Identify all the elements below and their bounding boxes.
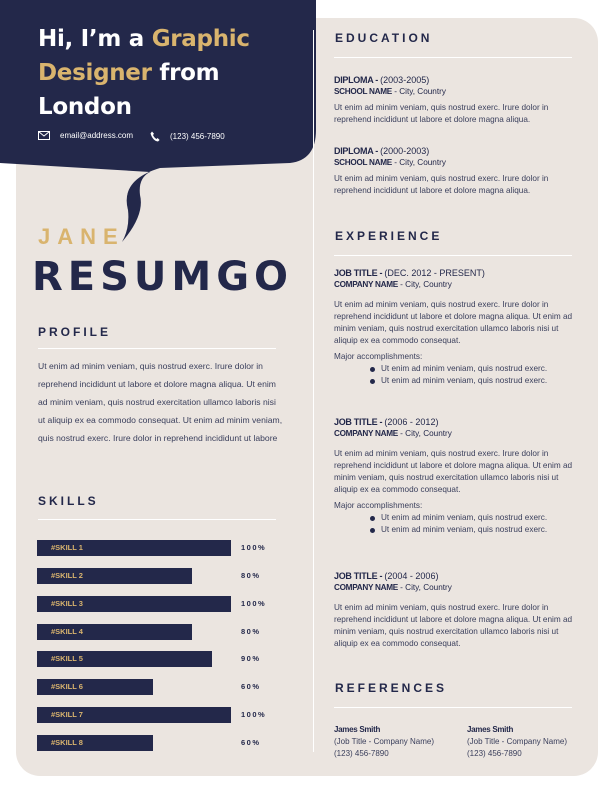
experience-description: Ut enim ad minim veniam, quis nostrud exerc. Irure dolor in reprehend incididunt ut labore et dolore magna aliqua. Ut enim ad minim veniam, quis nostrud exercitation ullamco laboris nisi ut aliquip ex ea commodo consequat. [334, 300, 573, 345]
references-divider [334, 707, 572, 708]
envelope-icon [38, 131, 50, 140]
education-divider [334, 57, 572, 58]
reference-entry [467, 724, 567, 760]
skill-bar: #SKILL 3 [37, 596, 231, 612]
experience-entry: JOB TITLE - (2006 - 2012) COMPANY NAME - City, Country Ut enim ad minim veniam, quis nostrud exerc. Irure dolor in reprehend incididunt ut labore et dolore magna aliqua. Ut enim ad minim veniam, quis nostrud exercitation ullamco laboris nisi ut aliquip ex ea commodo consequat. Major accomplishments: Ut enim ad minim veniam, quis nostrud exerc. Ut enim ad minim veniam, quis nostrud exerc. [334, 416, 579, 536]
email-text: email@address.com [60, 131, 134, 140]
reference-phone: (123) 456-7890 [334, 749, 389, 758]
profile-heading: PROFILE [38, 325, 112, 339]
reference-name: James Smith [467, 725, 514, 734]
education-entry: DIPLOMA - (2003-2005) SCHOOL NAME - City, Country Ut enim ad minim veniam, quis nostrud exerc. Irure dolor in reprehend incididunt ut labore et dolore magna aliqua. [334, 74, 579, 126]
accomplishments-list [370, 512, 579, 536]
experience-entry: JOB TITLE - (2004 - 2006) COMPANY NAME - City, Country Ut enim ad minim veniam, quis nostrud exerc. Irure dolor in reprehend incididunt ut labore et dolore magna aliqua. Ut enim ad minim veniam, quis nostrud exercitation ullamco laboris nisi ut aliquip ex ea commodo consequat. [334, 570, 579, 650]
education-entry: DIPLOMA - (2000-2003) SCHOOL NAME - City, Country Ut enim ad minim veniam, quis nostrud exerc. Irure dolor in reprehend incididunt ut labore et dolore magna aliqua. [334, 145, 579, 197]
education-description: Ut enim ad minim veniam, quis nostrud exerc. Irure dolor in reprehend incididunt ut labore et dolore magna aliqua. [334, 174, 549, 195]
reference-name: James Smith [334, 725, 381, 734]
skill-bar: #SKILL 7 [37, 707, 231, 723]
skill-percent: 80% [241, 627, 261, 636]
column-divider [313, 30, 314, 752]
skill-bar: #SKILL 5 [37, 651, 212, 667]
skill-percent: 100% [241, 710, 267, 719]
reference-role: (Job Title - Company Name) [334, 737, 435, 746]
skills-divider [38, 519, 276, 520]
headline: Hi, I’m a Graphic Designer from London [38, 26, 250, 120]
references-heading: REFERENCES [335, 681, 448, 695]
skill-bar: #SKILL 4 [37, 624, 192, 640]
skill-percent: 60% [241, 682, 261, 691]
list-item: Ut enim ad minim veniam, quis nostrud exerc. [370, 524, 579, 536]
skill-percent: 80% [241, 571, 261, 580]
profile-text: Ut enim ad minim veniam, quis nostrud exerc. Irure dolor in reprehend incididunt ut labore et dolore magna aliqua. Ut enim ad minim veniam, quis nostrud exercitation ullamco laboris nisi ut aliquip ex ea commodo consequat. Ut enim ad minim veniam, quis nostrud exerc. Irure dolor in reprehend incididunt ut labore [38, 361, 283, 443]
contact-email[interactable] [38, 131, 133, 140]
profile-divider [38, 348, 276, 349]
skill-bar: #SKILL 8 [37, 735, 153, 751]
reference-phone: (123) 456-7890 [467, 749, 522, 758]
list-item: Ut enim ad minim veniam, quis nostrud exerc. [370, 512, 579, 524]
experience-heading: EXPERIENCE [335, 229, 443, 243]
last-name: RESUMGO [32, 254, 294, 300]
experience-divider [334, 255, 572, 256]
list-item: Ut enim ad minim veniam, quis nostrud exerc. [370, 375, 579, 387]
first-name: JANE [38, 224, 125, 249]
accomplishments-label: Major accomplishments: [334, 501, 423, 510]
experience-description: Ut enim ad minim veniam, quis nostrud exerc. Irure dolor in reprehend incididunt ut labore et dolore magna aliqua. Ut enim ad minim veniam, quis nostrud exercitation ullamco laboris nisi ut aliquip ex ea commodo consequat. [334, 449, 573, 494]
skill-percent: 100% [241, 599, 267, 608]
reference-role: (Job Title - Company Name) [467, 737, 568, 746]
phone-icon [150, 131, 160, 142]
skill-bar: #SKILL 6 [37, 679, 153, 695]
skill-bar: #SKILL 2 [37, 568, 192, 584]
education-heading: EDUCATION [335, 31, 433, 45]
skill-percent: 100% [241, 543, 267, 552]
contact-phone[interactable] [150, 131, 225, 142]
experience-description: Ut enim ad minim veniam, quis nostrud exerc. Irure dolor in reprehend incididunt ut labore et dolore magna aliqua. Ut enim ad minim veniam, quis nostrud exercitation ullamco laboris nisi ut aliquip ex ea commodo consequat. [334, 603, 573, 648]
skills-heading: SKILLS [38, 494, 99, 508]
phone-text: (123) 456-7890 [170, 132, 225, 141]
skill-percent: 90% [241, 654, 261, 663]
experience-entry: JOB TITLE - (DEC. 2012 - PRESENT) COMPANY NAME - City, Country Ut enim ad minim veniam, quis nostrud exerc. Irure dolor in reprehend incididunt ut labore et dolore magna aliqua. Ut enim ad minim veniam, quis nostrud exercitation ullamco laboris nisi ut aliquip ex ea commodo consequat. Major accomplishments: Ut enim ad minim veniam, quis nostrud exerc. Ut enim ad minim veniam, quis nostrud exerc. [334, 267, 579, 387]
accomplishments-label: Major accomplishments: [334, 352, 423, 361]
skill-bar: #SKILL 1 [37, 540, 231, 556]
education-description: Ut enim ad minim veniam, quis nostrud exerc. Irure dolor in reprehend incididunt ut labore et dolore magna aliqua. [334, 103, 549, 124]
list-item: Ut enim ad minim veniam, quis nostrud exerc. [370, 363, 579, 375]
skill-percent: 60% [241, 738, 261, 747]
accomplishments-list [370, 363, 579, 387]
reference-entry [334, 724, 434, 760]
